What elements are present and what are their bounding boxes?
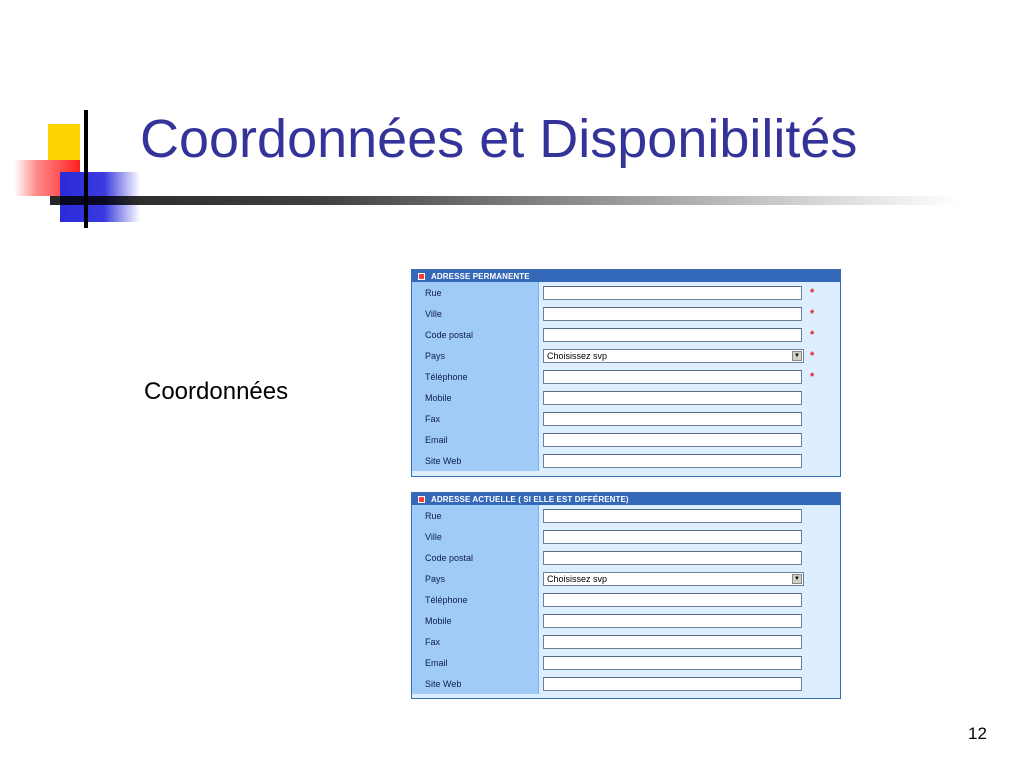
current-address-panel xyxy=(411,492,841,699)
form-row-street xyxy=(412,282,840,303)
email-input[interactable] xyxy=(543,433,802,447)
form-row-postal-code xyxy=(412,547,840,568)
title-underline xyxy=(50,196,960,205)
fax-label: Fax xyxy=(425,413,441,424)
panel-header-title: ADRESSE PERMANENTE xyxy=(431,271,530,281)
form-rows xyxy=(412,505,840,694)
street-label: Rue xyxy=(425,287,442,298)
form-row-website xyxy=(412,673,840,694)
city-label: Ville xyxy=(425,531,442,542)
email-label: Email xyxy=(425,434,448,445)
form-row-fax xyxy=(412,631,840,652)
postal-code-label: Code postal xyxy=(425,329,474,340)
chevron-down-icon[interactable]: ▼ xyxy=(792,351,802,361)
form-row-phone xyxy=(412,366,840,387)
postal-code-label: Code postal xyxy=(425,552,474,563)
phone-input[interactable] xyxy=(543,370,802,384)
phone-label: Téléphone xyxy=(425,371,468,382)
required-marker: * xyxy=(810,370,815,383)
city-label: Ville xyxy=(425,308,442,319)
form-row-street xyxy=(412,505,840,526)
form-row-mobile xyxy=(412,610,840,631)
form-rows xyxy=(412,282,840,471)
form-row-phone xyxy=(412,589,840,610)
chevron-down-icon[interactable]: ▼ xyxy=(792,574,802,584)
website-input[interactable] xyxy=(543,677,802,691)
form-row-postal-code xyxy=(412,324,840,345)
required-marker: * xyxy=(810,307,815,320)
email-input[interactable] xyxy=(543,656,802,670)
postal-code-input[interactable] xyxy=(543,328,802,342)
postal-code-input[interactable] xyxy=(543,551,802,565)
country-select[interactable] xyxy=(543,572,804,586)
street-input[interactable] xyxy=(543,509,802,523)
country-select-value: Choisissez svp xyxy=(547,350,608,361)
phone-input[interactable] xyxy=(543,593,802,607)
mobile-input[interactable] xyxy=(543,614,802,628)
fax-input[interactable] xyxy=(543,412,802,426)
logo-vertical-line xyxy=(84,110,88,228)
form-row-email xyxy=(412,429,840,450)
website-label: Site Web xyxy=(425,678,462,689)
bullet-icon xyxy=(418,496,425,503)
slide-title: Coordonnées et Disponibilités xyxy=(140,109,858,169)
form-row-mobile xyxy=(412,387,840,408)
form-row-country xyxy=(412,345,840,366)
section-label: Coordonnées xyxy=(144,378,289,405)
email-label: Email xyxy=(425,657,448,668)
required-marker: * xyxy=(810,286,815,299)
form-row-email xyxy=(412,652,840,673)
country-select-value: Choisissez svp xyxy=(547,573,608,584)
city-input[interactable] xyxy=(543,307,802,321)
country-label: Pays xyxy=(425,573,446,584)
form-row-city xyxy=(412,526,840,547)
panel-header xyxy=(412,270,840,282)
panel-header xyxy=(412,493,840,505)
form-row-city xyxy=(412,303,840,324)
required-marker: * xyxy=(810,349,815,362)
required-marker: * xyxy=(810,328,815,341)
form-row-country xyxy=(412,568,840,589)
website-label: Site Web xyxy=(425,455,462,466)
page-number: 12 xyxy=(968,724,987,743)
form-row-fax xyxy=(412,408,840,429)
fax-input[interactable] xyxy=(543,635,802,649)
phone-label: Téléphone xyxy=(425,594,468,605)
form-row-website xyxy=(412,450,840,471)
country-select[interactable] xyxy=(543,349,804,363)
city-input[interactable] xyxy=(543,530,802,544)
mobile-label: Mobile xyxy=(425,615,452,626)
country-label: Pays xyxy=(425,350,446,361)
street-label: Rue xyxy=(425,510,442,521)
permanent-address-panel xyxy=(411,269,841,477)
website-input[interactable] xyxy=(543,454,802,468)
logo-yellow-square xyxy=(48,124,80,160)
mobile-label: Mobile xyxy=(425,392,452,403)
street-input[interactable] xyxy=(543,286,802,300)
bullet-icon xyxy=(418,273,425,280)
mobile-input[interactable] xyxy=(543,391,802,405)
panel-header-title: ADRESSE ACTUELLE ( SI ELLE EST DIFFÉRENTE) xyxy=(431,494,629,504)
fax-label: Fax xyxy=(425,636,441,647)
